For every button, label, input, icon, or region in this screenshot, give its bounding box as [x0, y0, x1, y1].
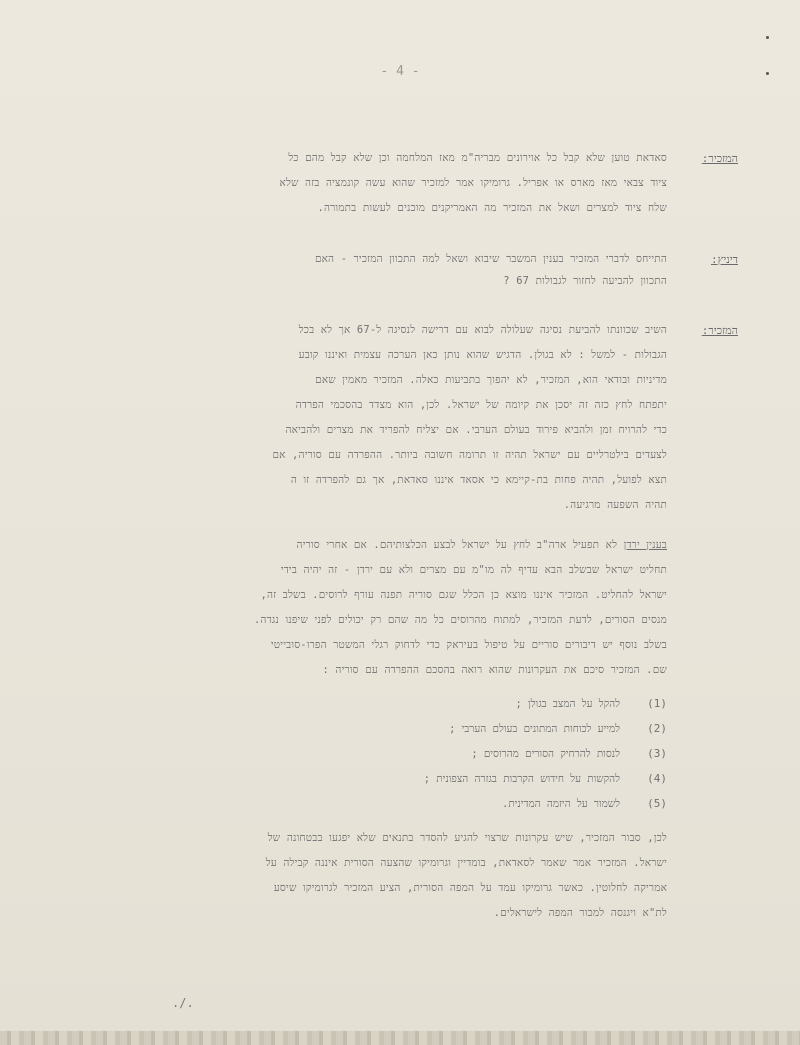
page-number: - 4 - — [380, 64, 420, 79]
text-line: לת"א ויגנסה למכור המפה לישראלים. — [493, 907, 667, 919]
text-line: בשלב נוסף יש דיבורים סוריים על טיפול בעיראק כדי לדחוק רגלי המשטר הפרו-סובייטי — [270, 639, 667, 651]
list-item: לשמור על היזמה המדינית. — [502, 798, 620, 810]
text-line: תהיה השפעה מרגיעה. — [563, 499, 667, 511]
text-line: כדי להרויח זמן ולהביא פירוד בעולם הערבי. אם יצליח להפריד את מצרים ולהביאה — [285, 424, 667, 436]
list-number: (4) — [647, 772, 667, 785]
text-line: התייחס לדברי המזכיר בענין המשבר שיבוא ושאל למה התכוון המזכיר - האם — [314, 253, 667, 265]
list-number: (1) — [647, 697, 667, 710]
text-line: יתפתח לחץ כזה זה יסכן את קיומה של ישראל. לכן, הוא מצדד בהסכמי הפרדה — [295, 399, 667, 411]
speaker-label: המזכיר: — [701, 152, 738, 165]
scan-edge — [0, 1031, 800, 1045]
list-number: (5) — [647, 797, 667, 810]
text-line: השיב שכוונתו להביעת נסיגה שעלולה לבוא עם דרישה לנסיגה ל-67 אך לא בכל — [298, 324, 667, 336]
text-line: מנסים הסורים, לדעת המזכיר, למתוח מהרוסים כל מה שהם רק יכולים לפני שיפנו נגדה. — [253, 614, 667, 626]
text-line: תחליט ישראל שבשלב הבא עדיף לה מו"מ עם מצרים ולא עם ירדן - זה יהיה בידי — [280, 564, 667, 576]
text-line: אמריקה לחלוטין. כאשר גרומיקו עמד על המפה הסורית, הציע המזכיר לגרומיקו שיסע — [273, 882, 667, 894]
continuation-mark: ./. — [172, 996, 194, 1010]
speaker-label: דיניץ: — [711, 253, 738, 266]
text-line: מדיניות ובודאי הוא, המזכיר, לא יהפוך בתביעות כאלה. המזכיר מאמין שאם — [315, 374, 667, 386]
list-item: לנסות להרחיק הסורים מהרוסים ; — [471, 748, 620, 760]
text-line: ציוד צבאי מאז מארס או אפריל. גרומיקו אמר למזכיר שהוא עשה קונמציה בזה שלא — [279, 177, 667, 189]
list-number: (3) — [647, 747, 667, 760]
text-line: שם. המזכיר סיכם את העקרונות שהוא רואה בהסכם ההפרדה עם סוריה : — [322, 664, 667, 676]
list-item: למייע לכוחות המתונים בעולם הערבי ; — [449, 723, 620, 735]
text-line: שלח ציוד למצרים ושאל את המזכיר מה האמריקנים מוכנים לעשות בתמורה. — [317, 202, 667, 214]
topic-lead: בענין ירדן — [623, 539, 667, 551]
list-item: להקשות על חידוש הקרבות בגזרה הצפונית ; — [423, 773, 620, 785]
list-item: להקל על המצב בגולן ; — [515, 698, 620, 710]
text-line — [77, 536, 667, 554]
text-line: התכוון להביעה לחזור לגבולות 67 ? — [503, 275, 667, 287]
text-line: הגבולות - למשל : לא בגולן. הדגיש שהוא נותן כאן הערכה עצמית ואיננו קובע — [298, 349, 667, 361]
text-line: סאדאת טוען שלא קבל כל אוירונים מבריה"מ מאז המלחמה וכן שלא קבל מהם כל — [288, 152, 667, 164]
text-line: ישראל. המזכיר אמר שאמר לסאדאת, בומדיין וגרומיקו שהצעה הסורית איננה קבילה על — [265, 857, 667, 869]
speaker-label: המזכיר: — [701, 324, 738, 337]
list-number: (2) — [647, 722, 667, 735]
text-line: ישראל להחליט. המזכיר איננו מוצא כן הכלל שגם סוריה תפנה עורף לרוסים. בשלב זה, — [260, 589, 667, 601]
text-fragment: לא תפעיל ארה"ב לחץ על ישראל לבצע הכלצותיהם. אם אחרי סוריה — [296, 539, 618, 551]
scan-speck — [766, 36, 769, 39]
text-line: לכן, סבור המזכיר, שיש עקרונות שרצוי להגיע להסדר בתנאים שלא יפגעו בבטחונה של — [267, 832, 667, 844]
text-line: תצא לפועל, תהיה פחות בת-קיימא כי אסאד איננו סאדאת, אך גם להפרדה זו ה — [290, 474, 667, 486]
text-line: לצעדים בילטרליים עם ישראל תהיה זו תרומה חשובה ביותר. ההפרדה עם סוריה, אם — [272, 449, 667, 461]
